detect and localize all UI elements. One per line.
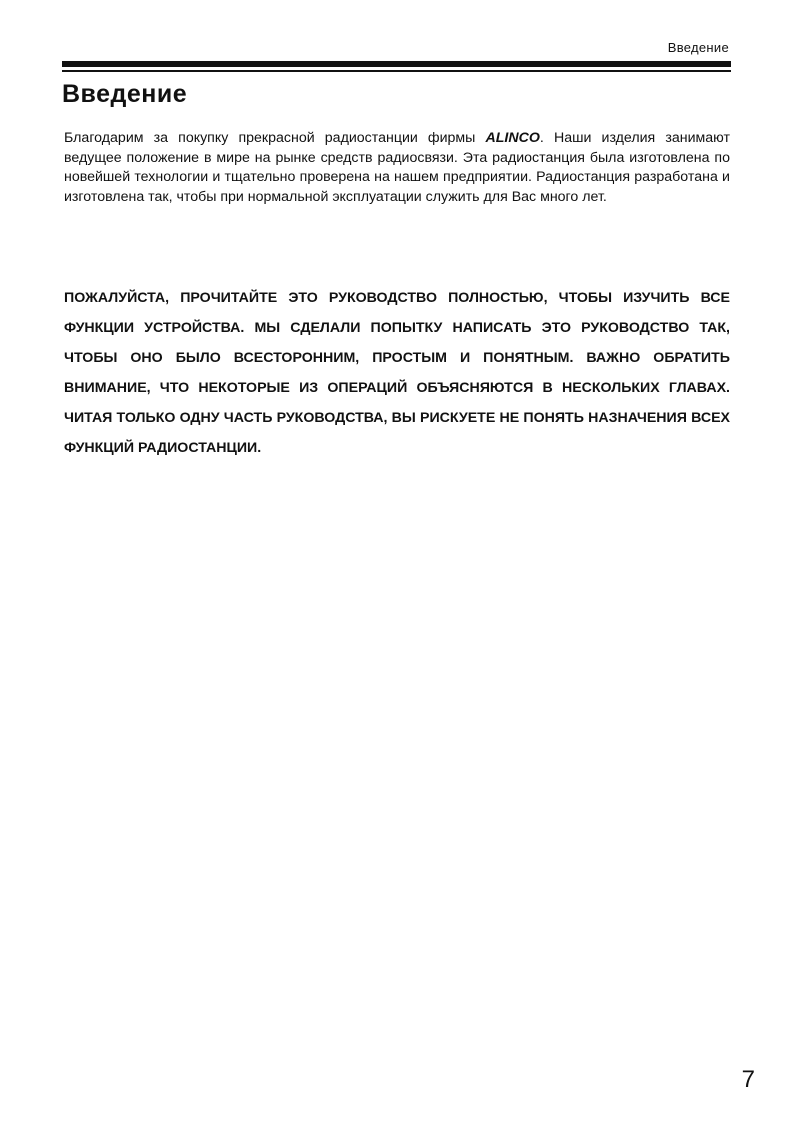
brand-name: ALINCO xyxy=(485,130,540,146)
header-rule-thin xyxy=(62,70,731,72)
notice-paragraph: ПОЖАЛУЙСТА, ПРОЧИТАЙТЕ ЭТО РУКОВОДСТВО ПОЛНОСТЬЮ, ЧТОБЫ ИЗУЧИТЬ ВСЕ ФУНКЦИИ УСТРОЙСТВА. МЫ СДЕЛАЛИ ПОПЫТКУ НАПИСАТЬ ЭТО РУКОВОДСТВО ТАК, ЧТОБЫ ОНО БЫЛО ВСЕСТОРОННИМ, ПРОСТЫМ И ПОНЯТНЫМ. ВАЖНО ОБРАТИТЬ ВНИМАНИЕ, ЧТО НЕКОТОРЫЕ ИЗ ОПЕРАЦИЙ ОБЪЯСНЯЮТСЯ В НЕСКОЛЬКИХ ГЛАВАХ. ЧИТАЯ ТОЛЬКО ОДНУ ЧАСТЬ РУКОВОДСТВА, ВЫ РИСКУЕТЕ НЕ ПОНЯТЬ НАЗНАЧЕНИЯ ВСЕХ ФУНКЦИЙ РАДИОСТАНЦИИ. xyxy=(64,290,730,456)
page-number: 7 xyxy=(741,1066,755,1093)
header-rule-thick xyxy=(62,61,731,67)
running-header: Введение xyxy=(667,40,729,55)
page-title: Введение xyxy=(62,80,188,108)
intro-paragraph xyxy=(64,129,730,207)
intro-text-start: Благодарим за покупку прекрасной радиостанции фирмы xyxy=(64,130,486,146)
intro-text-end: . Наши изделия занимают ведущее положение в мире на рынке средств радиосвязи. Эта радиостанция была изготовлена по новейшей технологии и тщательно проверена на нашем предприятии. Радиостанция разработана и изготовлена так, чтобы при нормальной эксплуатации служить для Вас много лет. xyxy=(64,130,730,205)
